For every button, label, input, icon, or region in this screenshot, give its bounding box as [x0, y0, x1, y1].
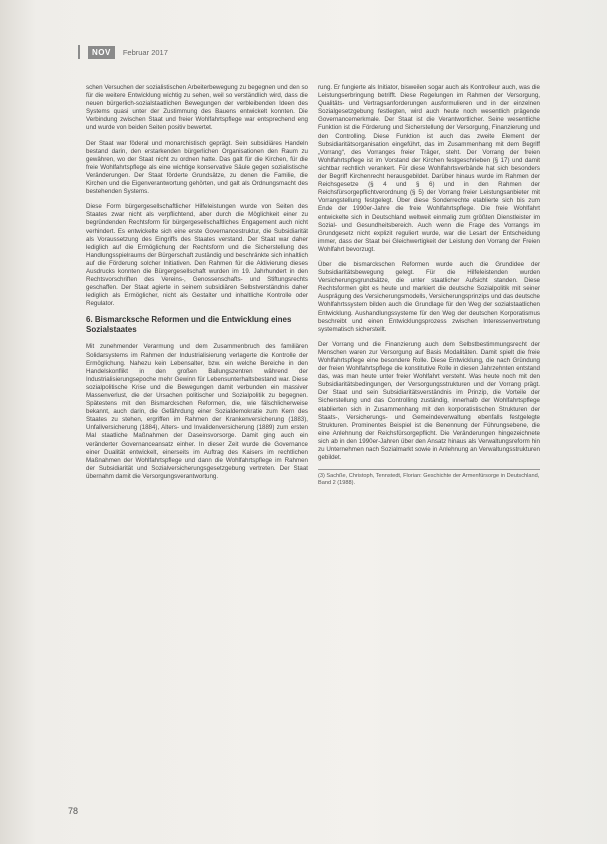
paragraph: rung. Er fungierte als Initiator, bisweilen sogar auch als Kontrolleur auch, was die Leistungserbringung betrifft. Diese Regelungen im Rahmen der Versorgung, Qualitäts- und Vertragsanforderungen ausformulieren und in der einzelnen Sozialgesetzgebung festlegten, wird auch heute noch wesentlich prägende Governancemerkmale. Der Staat ist die Verantwortlicher. Seine wesentliche Funktion ist die Förderung und Sicherstellung der Versorgung, Finanzierung und den Controlling. Diese Funktion ist auch das zweite Element der Subsidiaritätsorganisation eingeführt, das im Zusammenhang mit dem Begriff „Vorrang“, des Vorranges freier Träger, steht. Der Vorrang der freien Wohlfahrtspflege ist im Vorstand der Kirchen festgeschrieben (§ 17) und damit sichtbar rechtlich verankert. Für diese Wohlfahrtsverbände hat sich besonders der Begriff Kirchenrecht herausgebildet. Darüber hinaus wurde im Rahmen der Reichsgesetze (§ 4 und § 6) und in den Rahmen der Reichsfürsorgepflichtverordnung (§ 5) der Vorrang freier Leistungsanbieter mit Vorrangstellung festgelegt. Über diese Sonderrechte etablierte sich bis zum Ende der 1990er-Jahre die freie Wohlfahrtspflege. Die freie Wohlfahrt entwickelte sich in Deutschland weltweit einmalig zum größten Dienstleister im Sozial- und Gesundheitsbereich. Auch wenn die Frage des Vorrangs im Grundgesetz nicht explizit reguliert wurde, war die Lesart der Entscheidung immer, dass der Staat bei Gleichwertigkeit der Leistung den Vorrang der Freien Wohlfahrt bevorzugt. [318, 84, 540, 253]
paragraph: Mit zunehmender Verarmung und dem Zusammenbruch des familiären Solidarsystems im Rahmen der Industrialisierung verlagerte die Kontrolle der Ermöglichung. Nahezu kein Lebensalter, bzw. ein welche Bereiche in den Handelskonflikt in den großen Ballungszentren während der Industrialisierungsepoche mehr Gewinn für Lebensunterhaltsbestand war. Diese sozialpolitische Krise und die Bewegungen damit verbunden ein massiver Massenverlust, die der Ursachen politischer und Sozialpolitik zu begegnen. Spätestens mit den Bismarckschen Reformen, die, wie fälschlicherweise bekannt, auch darin, die Gefährdung einer Sozialdemokratie zum Kern des Staates zu stehen, ergriffen im Rahmen der Krankenversicherung (1883), Unfallversicherung (1884), Alters- und Invalidenversicherung (1889) zum ersten Mal staatliche Maßnahmen der Daseinsvorsorge. Damit ging auch ein veränderter Governanceansatz einher. In dieser Zeit wurde die Governance einer Dualität entwickelt, einerseits im Auftrag des Kaisers im rechtlichen Maßnahmen der Wohlfahrtspflege und dann die Wohlfahrtspflege im Rahmen der Subsidiarität und Sozialversicherungsgesetzgebung vertreten. Der Staat übernahm damit die Versorgungsverantwortung. [86, 343, 308, 480]
header-rule [78, 45, 80, 59]
paragraph: Diese Form bürgergesellschaftlicher Hilfeleistungen wurde von Seiten des Staates zwar nicht als verpflichtend, aber durch die Möglichkeit einer zu begründenden Rechtsform für bürgergesellschaftliches Engagement auch nicht verhindert. Es entwickelte sich eine erste Governancestruktur, die Subsidiarität als Voraussetzung des Eingriffs des Staates verstand. Der Staat war daher lediglich auf die Ermöglichung der Rechtsform und die Sicherstellung des Handlungsspielraums der Bürgerschaft zuständig und beschränkte sich inhaltlich auf die Förderung solcher Initiativen. Den Rahmen für die Aktivierung dieses Ausdrucks konnten die Bürgergesellschaft wurden im 19. Jahrhundert in den Rechtsvorschriften des Vereins-, Genossenschafts- und Stiftungsrechts geschaffen. Der Staat agierte in seinem subsidiären Selbstverständnis daher lediglich als Ermöglicher, nicht als Gestalter und inhaltliche Kontrolle oder Regulator. [86, 203, 308, 308]
page-header [78, 44, 168, 60]
journal-badge: NOV [88, 46, 115, 59]
paragraph: schen Versuchen der sozialistischen Arbeiterbewegung zu begegnen und den so für die weitere Entwicklung wichtig zu sehen, weil so verständlich wird, dass die neuen bürgerlich-sozialstaatlichen Bewegungen der verbleibenden Ideen des Systems quasi unter der Zustimmung des Bauens entwickelt konnten. Die Verbindung zwischen Staat und freier Wohlfahrtspflege war entsprechend eng und wurde von beiden Seiten positiv bewertet. [86, 84, 308, 132]
page-number: 78 [68, 806, 79, 816]
paragraph: Der Staat war föderal und monarchistisch geprägt. Sein subsidiäres Handeln bestand darin, den erstarkenden bürgerlichen Organisationen den Raum zu gewähren, wo der Staat nicht zu ordnen hatte. Das galt für die Kirchen, für die freie Wohlfahrtspflege als eine wichtige konservative Säule gegen sozialistische Veränderungen. Der Staat förderte Grundsätze, zu denen die Familie, die Kirchen und die Eigenverantwortung gehörten, und galt als Ordnungsmacht des bestehenden Systems. [86, 139, 308, 196]
left-column [86, 84, 308, 488]
right-column [318, 84, 540, 487]
footnote: (3) Sachße, Christoph, Tennstedt, Florian: Geschichte der Armenfürsorge in Deutschland, Band 2 (1988). [318, 469, 540, 487]
paragraph: Über die bismarckschen Reformen wurde auch die Grundidee der Subsidiaritätsbewegung gelegt. Für die Hilfeleistenden wurden Versicherungsgrundsätze, die unter staatlicher Aufsicht standen. Diese Rechtsformen gibt es heute und markiert die deutsche Sozialpolitik mit seiner Ausprägung des Versicherungsmodells, Versicherungsprinzips und das deutsche Wohlfahrtssystem bilden auch die Grundlage für den Weg der sozialstaatlichen Entwicklung. Aushandlungssysteme für den Weg der deutschen Korporatismus beschreibt und einen Entwicklungsprozess zwischen Interessenvertretung systematisch sicherstellt. [318, 260, 540, 333]
section-heading: 6. Bismarcksche Reformen und die Entwicklung eines Sozialstaates [86, 315, 292, 335]
paragraph: Der Vorrang und die Finanzierung auch dem Selbstbestimmungsrecht der Menschen waren zur Versorgung auf Basis Modalitäten. Damit spielt die freie Wohlfahrtspflege eine besondere Rolle. Diese Entwicklung, die nach Gründung der freien Wohlfahrtspflege die konstitutive Rolle in diesen Jahrzehnten entstand das, was man heute unter freier Wohlfahrt versteht. Was heute noch mit den Subsidiaritätsbedingungen, der Versorgungsstrukturen und der Vorrang prägt. Der Staat und sein Subsidiaritätsverständnis im Prinzip, die Vorteile der Sicherstellung und das Controlling zuständig, innerhalb der Wohlfahrtspflege etablierten sich in Zusammenhang mit den korporatistischen Strukturen der Staats-, Versicherungs- und Gemeindeverwaltung ebenfalls festgelegte Strukturen. Prominentes Beispiel ist die Benennung der Führungsebene, die eine Anlehnung der Reichsfürsorgepflicht. Die Veränderungen hingezeichnete sich ab in den 1990er-Jahren über den Ansatz hinaus als Verwaltungsreform hin zu Unternehmen nach Sozialmarkt sowie in Anlehnung an Verwaltungsstrukturen gebildet. [318, 340, 540, 462]
issue-date: Februar 2017 [122, 47, 168, 57]
